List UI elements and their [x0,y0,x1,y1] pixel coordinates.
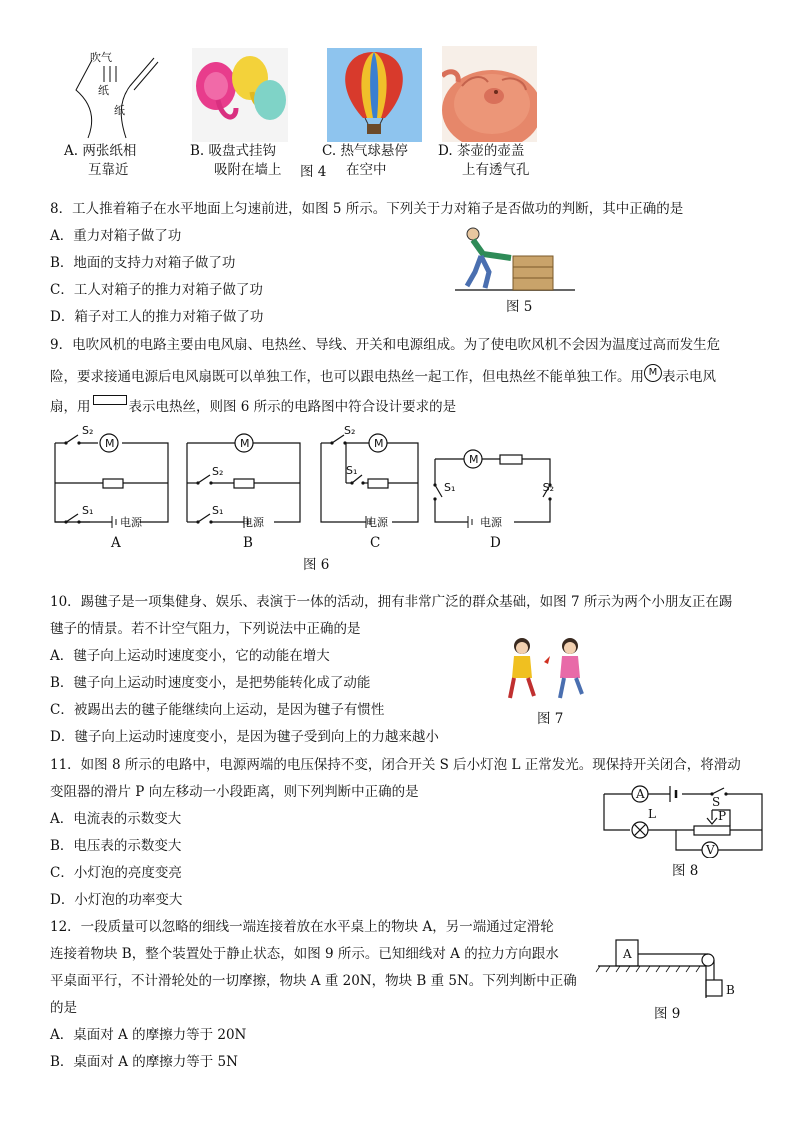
fig6-d-s2: S₂ [542,481,554,494]
fig4-caption-c-letter: C. [322,143,337,159]
fig8-switch: S [712,795,721,809]
fig6-a-letter: A [111,535,121,551]
fig4-caption-a-line1: 两张纸相 [82,143,137,159]
fig8-circuit [600,780,780,858]
fig6-d-letter: D [490,535,501,551]
q9-line1: 9．电吹风机的电路主要由电风扇、电热丝、导线、开关和电源组成。为了使电吹风机不会因为温度过高而发生危 [50,337,721,353]
fig6-b-s1: S₁ [212,504,224,517]
fig6-circuit-b [182,425,307,528]
fig4-caption-b-line2: 吸附在墙上 [214,162,282,178]
q10-option-d: D．毽子向上运动时速度变小，是因为毽子受到向上的力越来越小 [50,729,439,745]
q11-option-c: C．小灯泡的亮度变亮 [50,865,182,881]
fig4-paper-right-label: 纸 [114,104,125,117]
fig7-label: 图 7 [537,711,564,727]
fig4-suction-hook-photo [192,48,288,142]
fig9-block-b: B [726,983,735,997]
q8-option-a: A．重力对箱子做了功 [50,228,182,244]
fig6-d-motor: M [469,453,479,466]
fig4-caption-d-letter: D. [438,143,453,159]
fig4-caption-b-letter: B. [190,143,205,159]
fig6-b-motor: M [240,437,250,450]
fig6-a-motor: M [105,437,115,450]
q10-option-c: C．被踢出去的毽子能继续向上运动，是因为毽子有惯性 [50,702,385,718]
q11-option-b: B．电压表的示数变大 [50,838,182,854]
fig6-circuit-c [316,425,426,528]
q8-stem: 8．工人推着箱子在水平地面上匀速前进，如图 5 所示。下列关于力对箱子是否做功的判断，其中正确的是 [50,201,684,217]
heating-wire-symbol-icon [93,395,127,405]
fig4-paper-left-label: 纸 [98,84,109,97]
fig6-circuit-d [430,445,555,528]
fig6-b-letter: B [243,535,253,551]
q12-line1: 12．一段质量可以忽略的细线一端连接着放在水平桌上的物块 A，另一端通过定滑轮 [50,919,554,935]
fig4-blow-label: 吹气 [90,51,112,64]
fig6-c-s1: S₁ [346,464,358,477]
fig4-caption-d-line1: 茶壶的壶盖 [456,143,525,159]
q11-line2: 变阻器的滑片 P 向左移动一小段距离，则下列判断中正确的是 [50,784,419,800]
fig6-a-s2: S₂ [82,425,94,437]
fig6-c-letter: C [370,535,381,551]
fig6-d-s1: S₁ [444,481,456,494]
fig4-caption-a-letter: A. [64,143,79,159]
fig9-label: 图 9 [654,1006,681,1022]
fig5-label: 图 5 [506,299,533,315]
q12-option-b: B．桌面对 A 的摩擦力等于 5N [50,1054,238,1070]
fig6-a-s1: S₁ [82,504,94,517]
fig8-voltmeter: V [706,843,715,857]
fig4-caption-b-line1: 吸盘式挂钩 [208,143,277,159]
fig7-children-shuttlecock [502,634,592,706]
fig6-circuit-a [50,425,175,528]
fig5-worker-pushing-box [455,226,575,296]
fig4-caption-d-line2: 上有透气孔 [462,162,530,178]
q10-option-b: B．毽子向上运动时速度变小，是把势能转化成了动能 [50,675,371,691]
fig6-d-power: 电源 [480,516,502,528]
fig8-ammeter: A [636,787,645,801]
fig4-label: 图 4 [300,164,327,180]
fig4-caption-c-line2: 在空中 [346,162,387,178]
fig8-slider: P [718,809,727,823]
fig6-b-power: 电源 [242,516,264,528]
fig6-a-power: 电源 [120,516,142,528]
q12-line3: 平桌面平行，不计滑轮处的一切摩擦，物块 A 重 20N，物块 B 重 5N。下列判断中正确 [50,973,577,989]
fig6-c-motor: M [374,437,384,450]
fig4-paper-diagram [70,50,166,142]
fig6-b-s2: S₂ [212,465,224,478]
q11-option-a: A．电流表的示数变大 [50,811,182,827]
q9-line2-part2: 表示电风 [662,369,716,385]
motor-symbol-icon: M [644,364,662,382]
fig6-label: 图 6 [303,557,330,573]
fig4-caption-a-line2: 互靠近 [88,162,129,178]
q9-line3-part1: 扇，用 [50,399,91,415]
q9-line3-part2: 表示电热丝，则图 6 所示的电路图中符合设计要求的是 [128,399,457,415]
fig8-lamp: L [648,807,656,821]
fig6-c-s2: S₂ [344,425,356,437]
q12-option-a: A．桌面对 A 的摩擦力等于 20N [50,1027,247,1043]
fig6-c-power: 电源 [366,516,388,528]
fig4-teapot-photo [442,46,537,142]
fig9-pulley-diagram [594,934,744,1002]
q8-option-b: B．地面的支持力对箱子做了功 [50,255,236,271]
fig9-block-a: A [623,947,632,961]
q8-option-d: D．箱子对工人的推力对箱子做了功 [50,309,264,325]
q11-option-d: D．小灯泡的功率变大 [50,892,183,908]
q12-line2: 连接着物块 B，整个装置处于静止状态，如图 9 所示。已知细线对 A 的拉力方向跟水 [50,946,559,962]
q8-option-c: C．工人对箱子的推力对箱子做了功 [50,282,263,298]
q10-line1: 10．踢毽子是一项集健身、娱乐、表演于一体的活动，拥有非常广泛的群众基础，如图 7 所示为两个小朋友正在踢 [50,594,733,610]
q10-option-a: A．毽子向上运动时速度变小，它的动能在增大 [50,648,330,664]
fig4-hot-air-balloon-photo [327,48,422,142]
fig4-caption-c-line1: 热气球悬停 [340,143,408,159]
q10-line2: 毽子的情景。若不计空气阻力，下列说法中正确的是 [50,621,361,637]
q12-line4: 的是 [50,1000,77,1016]
fig8-label: 图 8 [672,863,699,879]
q9-line2-part1: 险，要求接通电源后电风扇既可以单独工作，也可以跟电热丝一起工作，但电热丝不能单独工作。用 [50,369,644,385]
q11-line1: 11．如图 8 所示的电路中，电源两端的电压保持不变，闭合开关 S 后小灯泡 L 正常发光。现保持开关闭合，将滑动 [50,757,741,773]
